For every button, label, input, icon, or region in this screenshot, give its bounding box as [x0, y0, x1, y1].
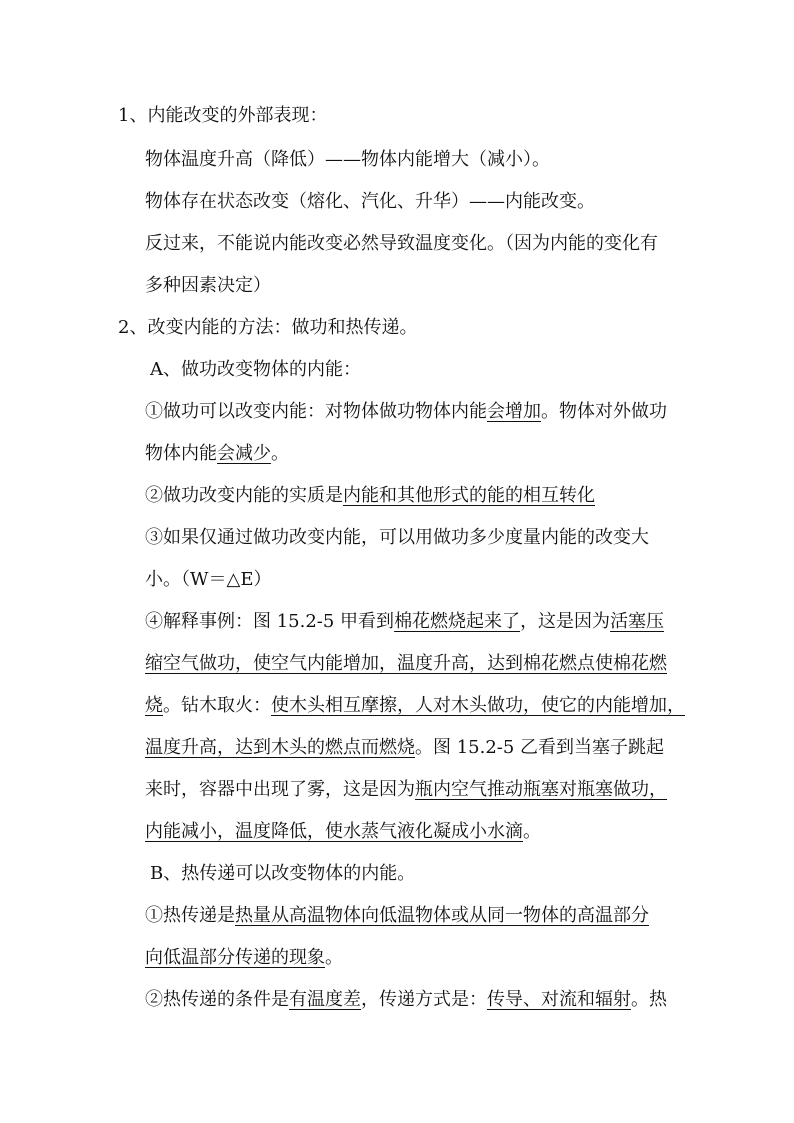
text-run: ②热传递的条件是 [145, 989, 289, 1010]
text-run: 2、改变内能的方法：做功和热传递。 [118, 317, 418, 338]
underlined-text: 热量从高温物体向低温物体或从同一物体的高温部分 [235, 905, 649, 926]
underlined-text: 向低温部分传递的现象 [145, 947, 325, 968]
paragraph-line [145, 400, 667, 424]
text-run: 。钻木取火： [163, 695, 271, 716]
text-run: 物体存在状态改变（熔化、汽化、升华）——内能改变。 [145, 191, 595, 212]
underlined-text: 烧 [145, 695, 163, 716]
underlined-text: 活塞压 [610, 611, 665, 632]
paragraph-line [145, 232, 658, 256]
paragraph-line [145, 820, 541, 844]
paragraph-line [145, 442, 289, 466]
text-run: ，传递方式是： [361, 989, 487, 1010]
paragraph-line [145, 904, 649, 928]
text-run: 。热 [631, 989, 667, 1010]
paragraph-line [145, 736, 664, 760]
text-run: 。 [271, 443, 289, 464]
text-run: 。 [325, 947, 343, 968]
paragraph-line [145, 274, 271, 298]
text-run: 反过来，不能说内能改变必然导致温度变化。（因为内能的变化有 [145, 233, 658, 254]
text-run: 物体温度升高（降低）——物体内能增大（减小）。 [145, 149, 550, 170]
text-run: 来时，容器中出现了雾，这是因为 [145, 779, 415, 800]
underlined-text: 会增加 [487, 401, 541, 422]
paragraph-line [145, 988, 667, 1012]
underlined-text: 使木头相互摩擦，人对木头做功，使它的内能增加， [271, 695, 685, 716]
underlined-text: 有温度差 [289, 989, 361, 1010]
text-run: 。 [523, 821, 541, 842]
text-run: 1、内能改变的外部表现： [118, 105, 328, 126]
text-run: 。图 15.2-5 乙看到当塞子跳起 [415, 737, 665, 758]
paragraph-line [145, 484, 595, 508]
heading-2 [118, 316, 417, 340]
heading-1 [118, 104, 327, 128]
underlined-text: 棉花燃烧起来了 [394, 611, 521, 632]
subheading-a [150, 358, 361, 382]
underlined-text: 传导、对流和辐射 [487, 989, 631, 1010]
text-run: ①热传递是 [145, 905, 235, 926]
paragraph-line [145, 568, 271, 592]
paragraph-line [145, 190, 595, 214]
underlined-text: 内能和其他形式的能的相互转化 [343, 485, 595, 506]
paragraph-line [145, 610, 664, 634]
text-run: 。物体对外做功 [541, 401, 667, 422]
text-run: A、做功改变物体的内能： [150, 359, 361, 380]
text-run: 小。（W＝△E） [145, 569, 272, 590]
underlined-text: 瓶内空气推动瓶塞对瓶塞做功， [415, 779, 667, 800]
underlined-text: 会减少 [217, 443, 271, 464]
paragraph-line [145, 148, 550, 172]
text-run: ④解释事例：图 15.2-5 甲看到 [145, 611, 395, 632]
underlined-text: 内能减小，温度降低，使水蒸气液化凝成小水滴 [145, 821, 523, 842]
text-run: ①做功可以改变内能：对物体做功物体内能 [145, 401, 487, 422]
paragraph-line [145, 526, 649, 550]
underlined-text: 温度升高，达到木头的燃点而燃烧 [145, 737, 415, 758]
paragraph-line [145, 694, 685, 718]
subheading-b [150, 862, 415, 886]
paragraph-line [145, 652, 667, 676]
text-run: ②做功改变内能的实质是 [145, 485, 343, 506]
text-run: ③如果仅通过做功改变内能，可以用做功多少度量内能的改变大 [145, 527, 649, 548]
paragraph-line [145, 778, 667, 802]
text-run: ，这是因为 [520, 611, 611, 632]
paragraph-line [145, 946, 343, 970]
text-run: 物体内能 [145, 443, 217, 464]
underlined-text: 缩空气做功，使空气内能增加，温度升高，达到棉花燃点使棉花燃 [145, 653, 667, 674]
text-run: B、热传递可以改变物体的内能。 [150, 863, 416, 884]
text-run: 多种因素决定） [145, 275, 271, 296]
